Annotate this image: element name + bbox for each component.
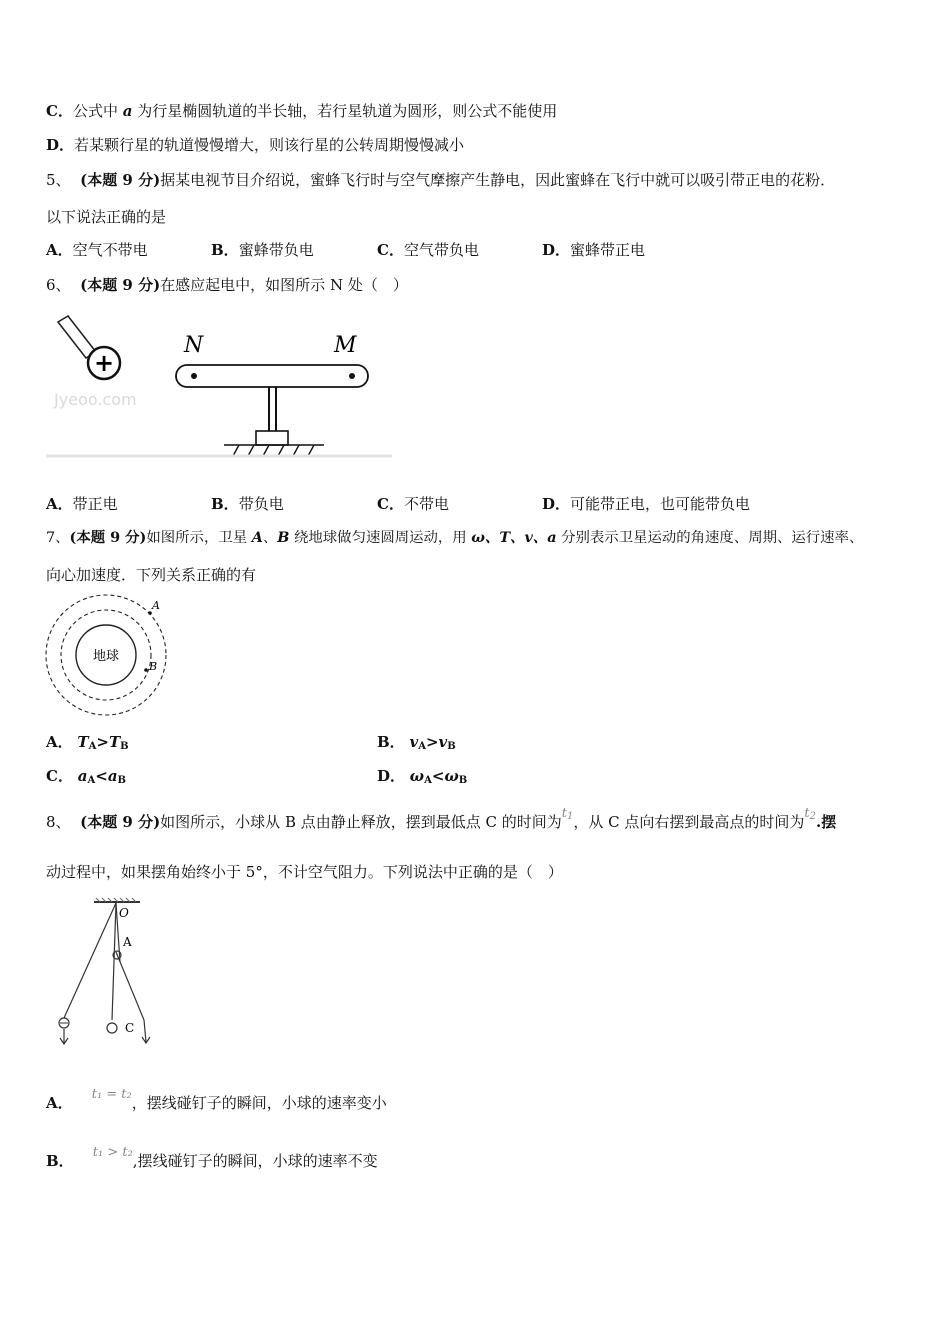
label-c: C — [125, 1021, 135, 1035]
plus-sign: + — [93, 349, 115, 377]
rod-shape — [58, 316, 96, 358]
option-text: 若某颗行星的轨道慢慢增大，则该行星的公转周期慢慢减小 — [74, 136, 465, 154]
q4-option-c — [46, 101, 557, 121]
var-a: a — [122, 102, 133, 120]
option-text: 为行星椭圆轨道的半长轴，若行星轨道为圆形，则公式不能使用 — [132, 102, 558, 120]
question-score: (本题 9 分) — [80, 813, 161, 831]
q8-option-b: B． t₁ > t₂,摆线碰钉子的瞬间，小球的速率不变 — [46, 1145, 378, 1170]
q8-option-a: A． t₁ = t₂，摆线碰钉子的瞬间，小球的速率变小 — [46, 1087, 387, 1112]
q7-option-c: C． $a_A<a_B$ — [46, 767, 126, 786]
question-number: 6、 — [46, 276, 71, 294]
question-score: (本题 9 分) — [80, 171, 161, 189]
q5-option-a: A．空气不带电 — [46, 241, 148, 259]
satellite-figure — [40, 592, 172, 720]
label-o: O — [119, 906, 129, 920]
q6-option-c: C．不带电 — [377, 495, 449, 513]
label-n: N — [184, 333, 204, 358]
label-m: M — [334, 333, 357, 358]
q6-option-d: D．可能带正电，也可能带负电 — [542, 495, 751, 513]
option-label: C． — [46, 102, 73, 120]
question-score: (本题 9 分) — [69, 529, 147, 546]
pendulum-figure — [50, 896, 160, 1054]
q8-stem-2: 动过程中，如果摆角始终小于 5°，不计空气阻力。下列说法中正确的是（ ） — [46, 863, 563, 881]
q6-option-a: A．带正电 — [46, 495, 118, 513]
q8-stem: 8、 (本题 9 分)如图所示，小球从 B 点由静止释放，摆到最低点 C 的时间为$t_1$，从 C 点向右摆到最高点的时间为$t_2$.摆 — [46, 806, 837, 831]
label-a: A — [123, 935, 132, 949]
q5-option-d: D．蜜蜂带正电 — [542, 241, 646, 259]
q6-option-b: B．带负电 — [211, 495, 284, 513]
option-text: 公式中 — [72, 102, 123, 120]
q6-stem — [46, 275, 408, 295]
q7-stem: 7、(本题 9 分)如图所示，卫星 A、B 绕地球做匀速圆周运动，用 ω、T、v、a 分别表示卫星运动的角速度、周期、运行速率、 — [46, 529, 864, 546]
option-label: D． — [46, 136, 75, 154]
label-a: A — [152, 599, 160, 612]
q7-option-d: D． $\omega_A<\omega_B$ — [377, 767, 468, 786]
label-b: B — [149, 660, 158, 673]
q7-stem-2: 向心加速度．下列关系正确的有 — [46, 566, 257, 584]
q7-option-b: B． $v_A>v_B$ — [377, 733, 456, 752]
q4-option-d — [46, 135, 464, 155]
q5-option-b: B．蜜蜂带负电 — [211, 241, 314, 259]
watermark: Jyeoo.com — [54, 390, 137, 409]
earth-label: 地球 — [92, 649, 120, 664]
conductor-bar — [176, 365, 368, 387]
question-text: 在感应起电中，如图所示 N 处（ ） — [160, 276, 408, 294]
question-score: (本题 9 分) — [80, 276, 161, 294]
q5-stem — [46, 170, 835, 190]
q5-stem-2: 以下说法正确的是 — [46, 208, 167, 226]
question-text: 据某电视节目介绍说，蜜蜂飞行时与空气摩擦产生静电，因此蜜蜂在飞行中就可以吸引带正电的花粉． — [160, 171, 836, 189]
question-number: 5、 — [46, 171, 71, 189]
induction-figure — [44, 310, 394, 460]
q7-option-a: A． $T_A>T_B$ — [46, 733, 129, 752]
q5-option-c: C．空气带负电 — [377, 241, 479, 259]
